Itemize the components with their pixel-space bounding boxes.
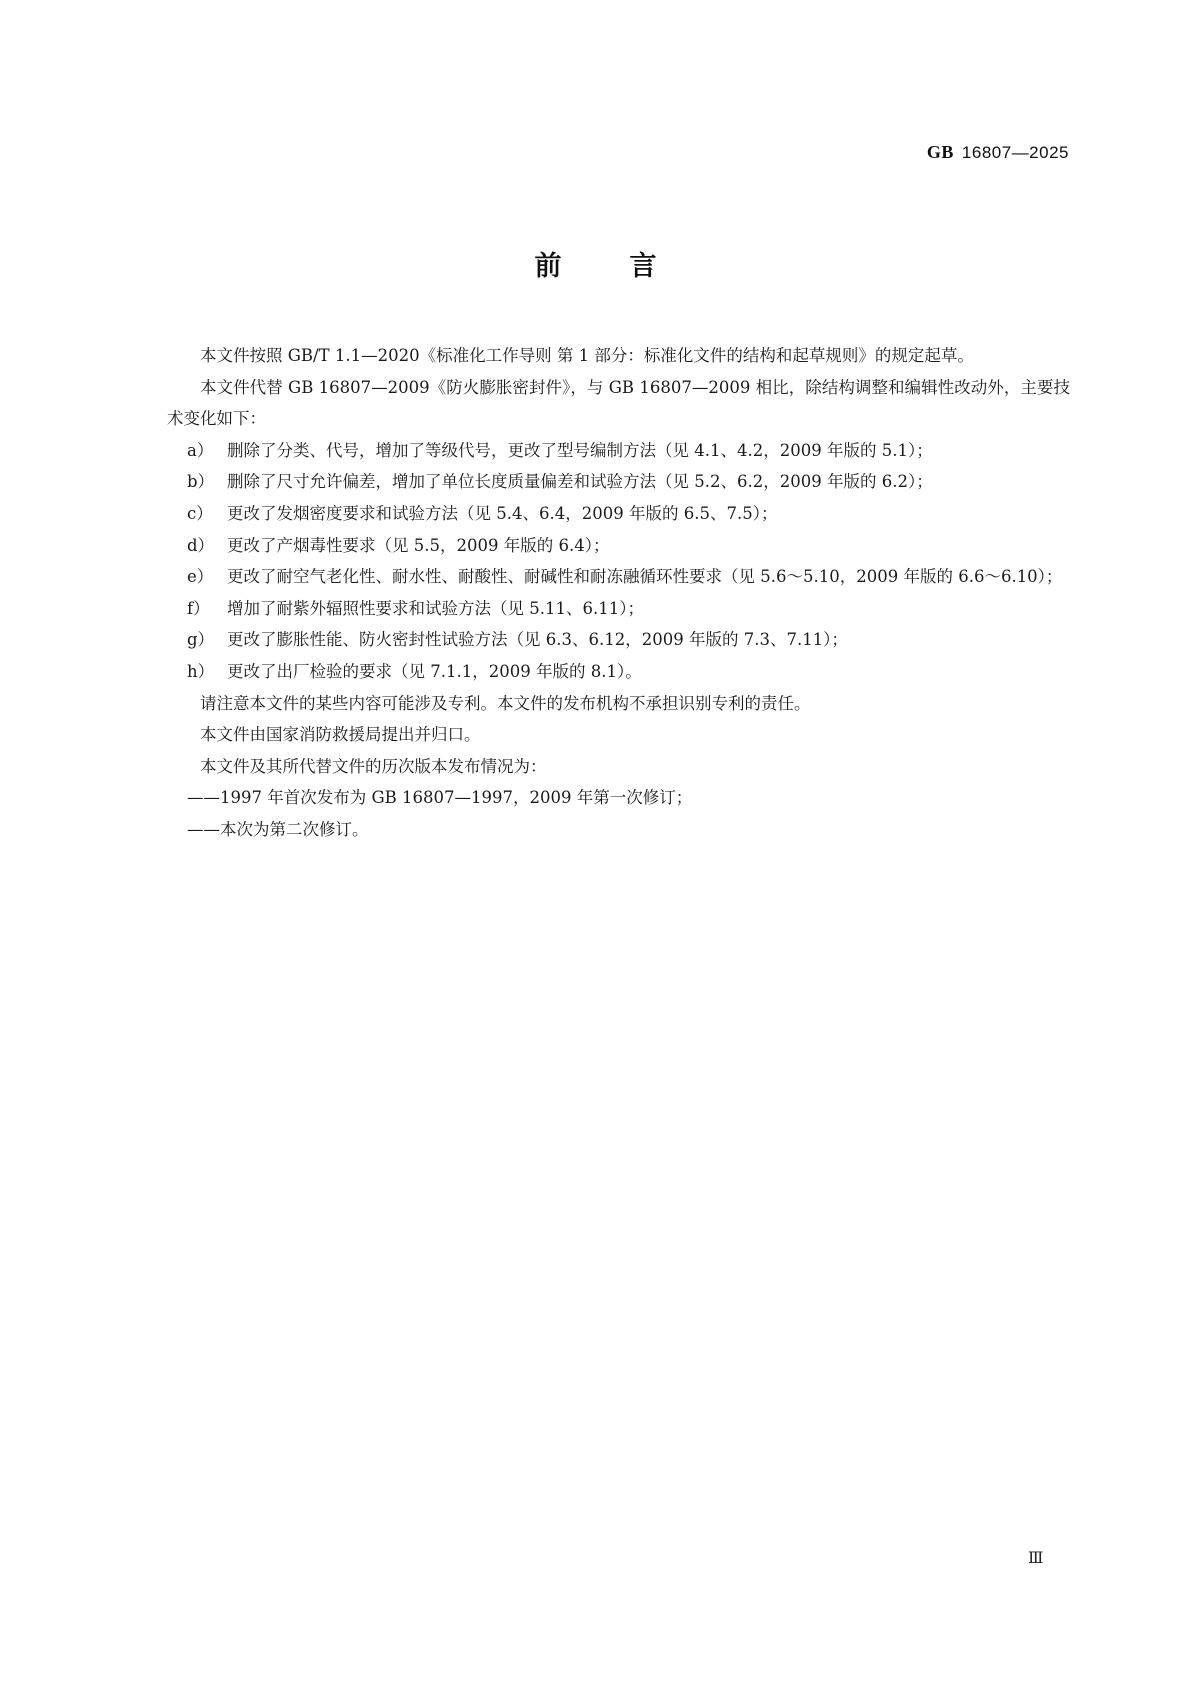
proposer-notice: 本文件由国家消防救援局提出并归口。: [200, 725, 481, 745]
title-char-2: 言: [629, 251, 657, 282]
paragraph-drafting-rules: 本文件按照 GB/T 1.1—2020《标准化工作导则 第 1 部分：标准化文件的结构和起草规则》的规定起草。: [200, 346, 974, 365]
patent-notice: 请注意本文件的某些内容可能涉及专利。本文件的发布机构不承担识别专利的责任。: [200, 693, 811, 713]
standard-prefix: GB: [926, 142, 954, 162]
change-item-label: e）: [187, 567, 214, 587]
history-intro: 本文件及其所代替文件的历次版本发布情况为：: [200, 756, 547, 776]
change-item: [167, 498, 1070, 530]
change-item: [167, 624, 1070, 656]
title-char-1: 前: [534, 251, 562, 282]
change-item: [167, 435, 1070, 467]
change-item: [167, 466, 1070, 498]
page-number: Ⅲ: [1028, 1548, 1044, 1567]
history-entry: ——本次为第二次修订。: [187, 819, 369, 839]
change-item: [167, 656, 1070, 688]
foreword-body: [167, 340, 1070, 846]
change-item: [167, 593, 1070, 625]
change-item-text: 更改了产烟毒性要求（见 5.5，2009 年版的 6.4）；: [227, 535, 610, 555]
change-item-label: b）: [187, 472, 215, 492]
change-item: [167, 561, 1070, 593]
change-item-label: g）: [187, 630, 215, 650]
change-item-text: 更改了膨胀性能、防火密封性试验方法（见 6.3、6.12，2009 年版的 7.3、7.11）；: [227, 630, 848, 650]
paragraph-replacement: 本文件代替 GB 16807—2009《防火膨胀密封件》，与 GB 16807—2009 相比，除结构调整和编辑性改动外，主要技术变化如下：: [167, 377, 1070, 429]
change-item-text: 增加了耐紫外辐照性要求和试验方法（见 5.11、6.11）；: [227, 598, 644, 618]
change-item-text: 删除了分类、代号，增加了等级代号，更改了型号编制方法（见 4.1、4.2，2009 年版的 5.1）；: [227, 440, 933, 460]
history-entry: ——1997 年首次发布为 GB 16807—1997，2009 年第一次修订；: [187, 788, 693, 808]
page-title: [0, 244, 1191, 283]
change-item-text: 更改了耐空气老化性、耐水性、耐酸性、耐碱性和耐冻融循环性要求（见 5.6～5.10，2009 年版的 6.6～6.10）；: [227, 567, 1063, 587]
standard-number-header: [927, 142, 1069, 163]
change-item-text: 更改了发烟密度要求和试验方法（见 5.4、6.4，2009 年版的 6.5、7.5）；: [227, 503, 778, 523]
change-item-label: f）: [187, 598, 210, 618]
change-item-label: a）: [187, 440, 214, 460]
change-item-label: c）: [187, 503, 213, 523]
change-item: [167, 530, 1070, 562]
standard-number: 16807—2025: [961, 143, 1069, 162]
change-item-label: d）: [187, 535, 215, 555]
change-item-label: h）: [187, 661, 215, 681]
change-item-text: 更改了出厂检验的要求（见 7.1.1，2009 年版的 8.1）。: [227, 661, 642, 681]
change-item-text: 删除了尺寸允许偏差，增加了单位长度质量偏差和试验方法（见 5.2、6.2，2009 年版的 6.2）；: [227, 472, 933, 492]
